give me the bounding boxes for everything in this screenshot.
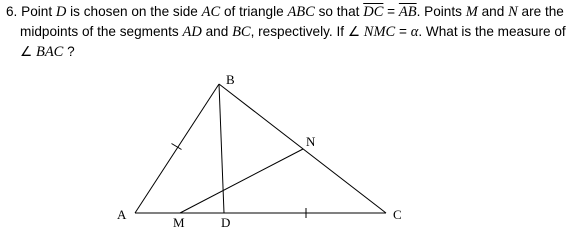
label-d: D xyxy=(221,215,231,230)
math-alpha: α xyxy=(410,24,419,40)
text-segment: . Points xyxy=(416,4,462,19)
math-segment-ab: $\overline{AB}$ xyxy=(398,4,417,20)
math-segment-bc: BC xyxy=(232,24,251,40)
math-side-ac: AC xyxy=(201,4,221,20)
math-segment-ad: AD xyxy=(182,24,202,40)
label-b: B xyxy=(226,72,235,87)
math-equals: = xyxy=(387,4,396,19)
math-segment-dc: $\overline{DC}$ xyxy=(363,4,384,20)
text-segment: are the xyxy=(521,4,564,19)
side-bc xyxy=(219,84,386,213)
math-point-m: M xyxy=(465,4,478,20)
text-segment: is chosen on the side xyxy=(70,4,198,19)
math-point-n: N xyxy=(508,4,518,20)
text-segment: midpoints of the segments xyxy=(20,24,179,39)
segment-mn xyxy=(180,149,303,213)
label-m: M xyxy=(173,215,185,230)
math-point-d: D xyxy=(55,4,67,20)
text-segment: so that xyxy=(318,4,360,19)
text-segment: . What is the measure of xyxy=(418,24,566,39)
text-segment: and xyxy=(205,24,229,39)
math-triangle-abc: ABC xyxy=(287,4,315,20)
text-segment: of triangle xyxy=(223,4,284,19)
side-ab xyxy=(135,84,219,213)
angle-symbol: ∠ xyxy=(347,24,360,39)
problem-number: 6. xyxy=(6,4,18,19)
text-segment: and xyxy=(481,4,505,19)
figure-lines xyxy=(135,84,386,218)
text-segment: , respectively. If xyxy=(250,24,345,39)
label-n: N xyxy=(306,134,316,149)
angle-symbol: ∠ xyxy=(20,44,33,59)
math-equals: = xyxy=(398,24,407,39)
segment-bd xyxy=(219,84,224,213)
math-angle-bac: BAC xyxy=(35,44,64,60)
label-a: A xyxy=(117,207,127,222)
math-angle-nmc: NMC xyxy=(363,24,396,40)
label-c: C xyxy=(393,207,402,222)
text-segment: Point xyxy=(21,4,53,19)
text-segment: ? xyxy=(67,44,75,59)
